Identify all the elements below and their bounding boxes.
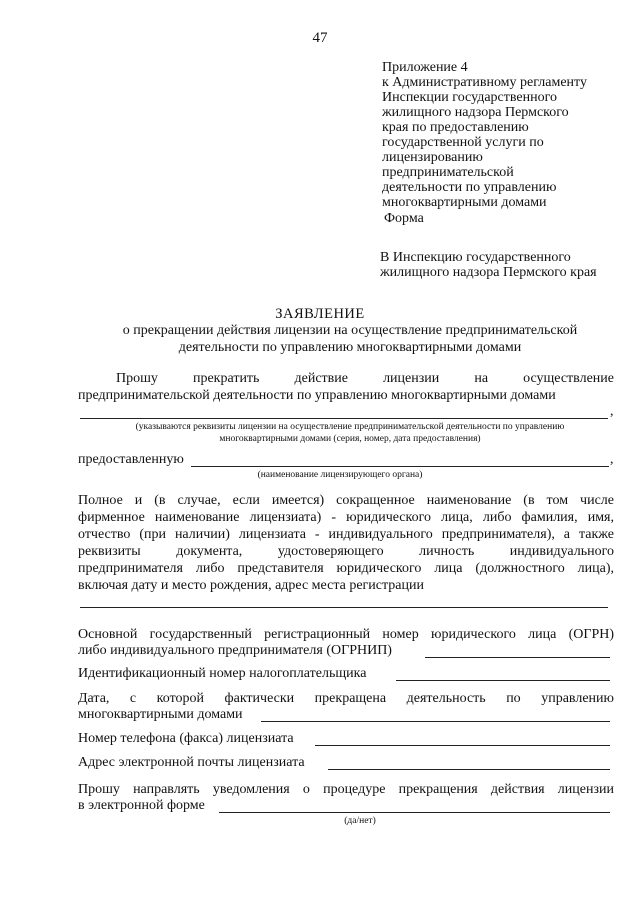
ogrn-field[interactable] bbox=[425, 657, 610, 658]
subtitle-line: о прекращении действия лицензии на осуществление предпринимательской bbox=[122, 323, 578, 338]
email-label: Адрес электронной почты лицензиата bbox=[78, 755, 305, 770]
electronic-notify-field[interactable] bbox=[219, 812, 610, 813]
appendix-header bbox=[382, 60, 632, 210]
date-line-2: многоквартирными домами bbox=[78, 707, 243, 722]
request-line-1: Прошу прекратить действие лицензии на осуществление bbox=[116, 371, 614, 386]
document-subtitle bbox=[80, 322, 620, 356]
form-label: Форма bbox=[384, 211, 424, 226]
appendix-line: многоквартирными домами bbox=[382, 195, 547, 210]
license-details-hint bbox=[80, 421, 620, 445]
addressee-line: В Инспекцию государственного bbox=[380, 250, 571, 265]
name-line: отчество (при наличии) лицензиата - индивидуального предпринимателя), а также bbox=[78, 527, 614, 542]
page-number: 47 bbox=[312, 30, 328, 46]
inn-label: Идентификационный номер налогоплательщика bbox=[78, 666, 367, 681]
issuing-authority-hint: (наименование лицензирующего органа) bbox=[257, 470, 423, 480]
name-line: фирменное наименование лицензиата) - юридического лица, либо фамилия, имя, bbox=[78, 510, 614, 525]
licensee-name-field[interactable] bbox=[80, 607, 608, 608]
name-line: Полное и (в случае, если имеется) сокращенное наименование (в том числе bbox=[78, 493, 614, 508]
appendix-line: Приложение 4 bbox=[382, 60, 468, 75]
yes-no-hint: (да/нет) bbox=[344, 816, 376, 826]
issuing-authority-field[interactable] bbox=[191, 466, 609, 467]
name-line: включая дату и место рождения, адрес места регистрации bbox=[78, 578, 424, 593]
name-line: реквизиты документа, удостоверяющего личность индивидуального bbox=[78, 544, 614, 559]
document-title: ЗАЯВЛЕНИЕ bbox=[275, 306, 365, 322]
addressee-block bbox=[380, 250, 630, 280]
appendix-line: государственной услуги по bbox=[382, 135, 544, 150]
inn-field[interactable] bbox=[396, 680, 610, 681]
appendix-line: предпринимательской bbox=[382, 165, 514, 180]
appendix-line: жилищного надзора Пермского bbox=[382, 105, 569, 120]
phone-label: Номер телефона (факса) лицензиата bbox=[78, 731, 294, 746]
trailing-comma: , bbox=[610, 452, 614, 467]
request-line-2: предпринимательской деятельности по управлению многоквартирными домами bbox=[78, 388, 556, 403]
issued-label: предоставленную bbox=[78, 452, 184, 467]
ogrn-line-1: Основной государственный регистрационный номер юридического лица (ОГРН) bbox=[78, 627, 614, 642]
addressee-line: жилищного надзора Пермского края bbox=[380, 265, 597, 280]
appendix-line: края по предоставлению bbox=[382, 120, 529, 135]
trailing-comma: , bbox=[610, 404, 614, 419]
phone-field[interactable] bbox=[315, 745, 610, 746]
email-field[interactable] bbox=[328, 769, 610, 770]
ogrn-line-2: либо индивидуального предпринимателя (ОГРНИП) bbox=[78, 643, 392, 658]
name-line: предпринимателя либо представителя юридического лица (должностного лица), bbox=[78, 561, 614, 576]
hint-line: многоквартирными домами (серия, номер, дата предоставления) bbox=[219, 434, 481, 444]
notify-line-1: Прошу направлять уведомления о процедуре прекращения действия лицензии bbox=[78, 782, 614, 797]
appendix-line: лицензированию bbox=[382, 150, 483, 165]
subtitle-line: деятельности по управлению многоквартирными домами bbox=[178, 340, 522, 355]
notify-line-2: в электронной форме bbox=[78, 798, 205, 813]
date-line-1: Дата, с которой фактически прекращена деятельность по управлению bbox=[78, 691, 614, 706]
termination-date-field[interactable] bbox=[261, 721, 610, 722]
appendix-line: деятельности по управлению bbox=[382, 180, 557, 195]
hint-line: (указываются реквизиты лицензии на осуществление предпринимательской деятельности по управлению bbox=[135, 422, 565, 432]
license-details-field[interactable] bbox=[80, 418, 608, 419]
appendix-line: к Административному регламенту bbox=[382, 75, 587, 90]
appendix-line: Инспекции государственного bbox=[382, 90, 557, 105]
